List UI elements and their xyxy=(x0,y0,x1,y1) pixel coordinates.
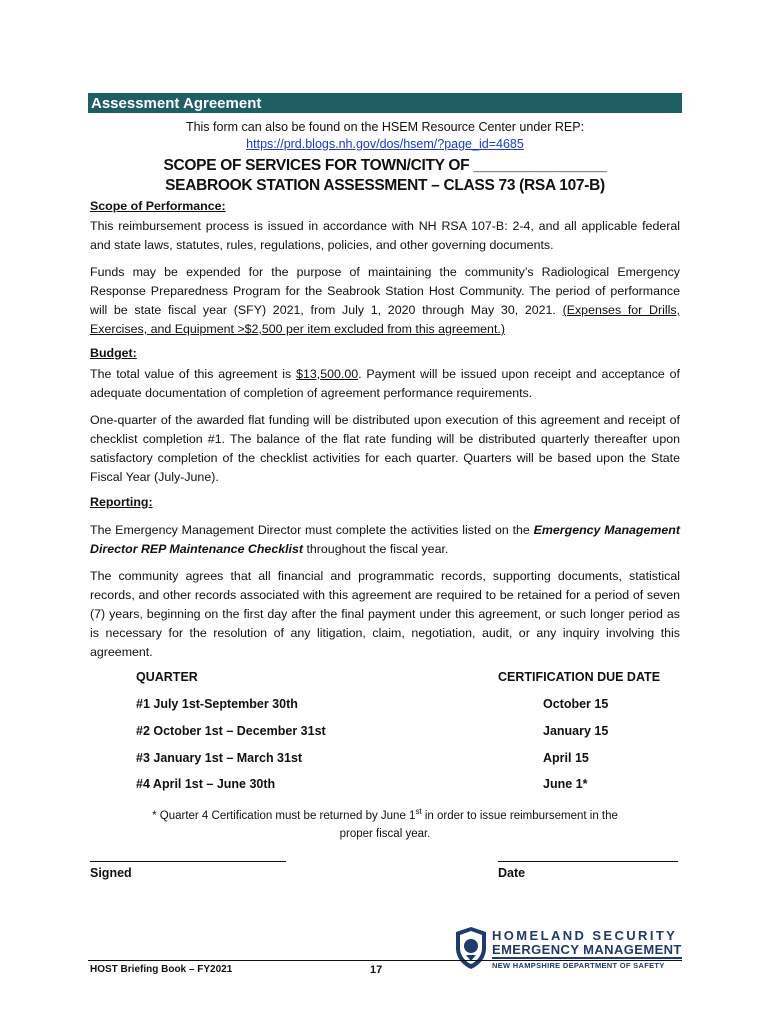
section-title-bar: Assessment Agreement xyxy=(88,93,682,113)
checklist-name: Emergency Management Director REP Maintenance Checklist xyxy=(90,523,680,556)
quarter-cell: #3 January 1st – March 31st xyxy=(136,751,303,765)
scope-title xyxy=(88,156,682,196)
due-date-cell: June 1* xyxy=(543,777,588,791)
footnote xyxy=(88,803,682,843)
performance-heading: Scope of Performance: xyxy=(90,199,226,213)
reporting-heading: Reporting: xyxy=(90,495,153,509)
footnote-text-end: in order to issue reimbursement in the xyxy=(421,809,618,822)
logo-line3: NEW HAMPSHIRE DEPARTMENT OF SAFETY xyxy=(492,961,665,970)
budget-amount: $13,500.00 xyxy=(296,367,359,381)
due-date-cell: October 15 xyxy=(543,697,609,711)
logo-line2: EMERGENCY MANAGEMENT xyxy=(492,942,682,957)
footnote-text-start: * Quarter 4 Certification must be returned by June 1 xyxy=(152,809,416,822)
date-line xyxy=(498,861,678,862)
table-row xyxy=(136,697,666,715)
budget-heading: Budget: xyxy=(90,346,137,360)
performance-period-text: Funds may be expended for the purpose of maintaining the community’s Radiological Emergency Response Preparedness Program for the Seabrook Station Host Community. The period of performance will be state fiscal year (SFY) 2021, from July 1, 2020 through May 30, 2021. xyxy=(90,265,680,317)
reporting-paragraph-1 xyxy=(90,521,680,559)
budget-paragraph-1 xyxy=(90,365,680,403)
reporting-paragraph-2: The community agrees that all financial and programmatic records, supporting documents, statistical records, and other records associated with this agreement are required to be retained for a period of seven (7) years, beginning on the first day after the final payment under this agreement, or such longer period as is necessary for the resolution of any litigation, claim, negotiation, audit, or any inquiry involving this agreement. xyxy=(90,569,680,659)
budget-text-start: The total value of this agreement is xyxy=(90,367,297,381)
due-date-cell: April 15 xyxy=(543,751,589,765)
shield-badge-icon xyxy=(454,926,488,970)
quarter-table-header xyxy=(136,670,666,688)
footnote-superscript: st xyxy=(415,807,422,816)
budget-text-end: . Payment will be issued upon receipt and acceptance of adequate documentation of completion of agreement performance requirements. xyxy=(90,367,681,400)
quarter-cell: #4 April 1st – June 30th xyxy=(136,777,276,791)
logo-line1: HOMELAND SECURITY xyxy=(492,928,678,943)
budget-paragraph-2: One-quarter of the awarded flat funding will be distributed upon execution of this agreement and receipt of checklist completion #1. The balance of the flat rate funding will be distributed quarterly thereafter upon satisfactory completion of the checklist activities for each quarter. Quarters will be based upon the State Fiscal Year (July-June). xyxy=(90,413,680,484)
signature-line xyxy=(90,861,286,862)
table-row xyxy=(136,724,666,742)
quarter-cell: #1 July 1st-September 30th xyxy=(136,697,298,711)
intro-block xyxy=(88,119,682,153)
reporting-text-end: throughout the fiscal year. xyxy=(303,542,449,556)
footer-title: HOST Briefing Book – FY2021 xyxy=(90,964,233,975)
signed-label: Signed xyxy=(90,866,132,880)
intro-text: This form can also be found on the HSEM Resource Center under REP: xyxy=(185,120,585,134)
reporting-text-start: The Emergency Management Director must complete the activities listed on the xyxy=(90,523,534,537)
resource-center-link[interactable]: https://prd.blogs.nh.gov/dos/hsem/?page_id=4685 xyxy=(246,137,524,151)
scope-title-line1: SCOPE OF SERVICES FOR TOWN/CITY OF ________________ xyxy=(163,157,607,174)
hsem-logo xyxy=(454,924,684,974)
performance-paragraph-1: This reimbursement process is issued in accordance with NH RSA 107-B: 2-4, and all applicable federal and state laws, statutes, rules, regulations, policies, and other governing documents. xyxy=(90,219,680,252)
footnote-line2: proper fiscal year. xyxy=(339,827,431,840)
performance-paragraph-2 xyxy=(90,263,680,339)
performance-exclusion: (Expenses for Drills, Exercises, and Equipment >$2,500 per item excluded from this agreement.) xyxy=(90,303,680,336)
due-date-column-header: CERTIFICATION DUE DATE xyxy=(498,670,661,684)
date-label: Date xyxy=(498,866,526,880)
table-row xyxy=(136,777,666,795)
scope-title-line2: SEABROOK STATION ASSESSMENT – CLASS 73 (RSA 107-B) xyxy=(165,177,605,194)
page-number: 17 xyxy=(370,964,383,976)
quarter-column-header: QUARTER xyxy=(136,670,198,684)
footer-divider xyxy=(88,960,682,961)
table-row xyxy=(136,751,666,769)
footnote-line1 xyxy=(88,803,682,825)
due-date-cell: January 15 xyxy=(543,724,609,738)
quarter-cell: #2 October 1st – December 31st xyxy=(136,724,326,738)
